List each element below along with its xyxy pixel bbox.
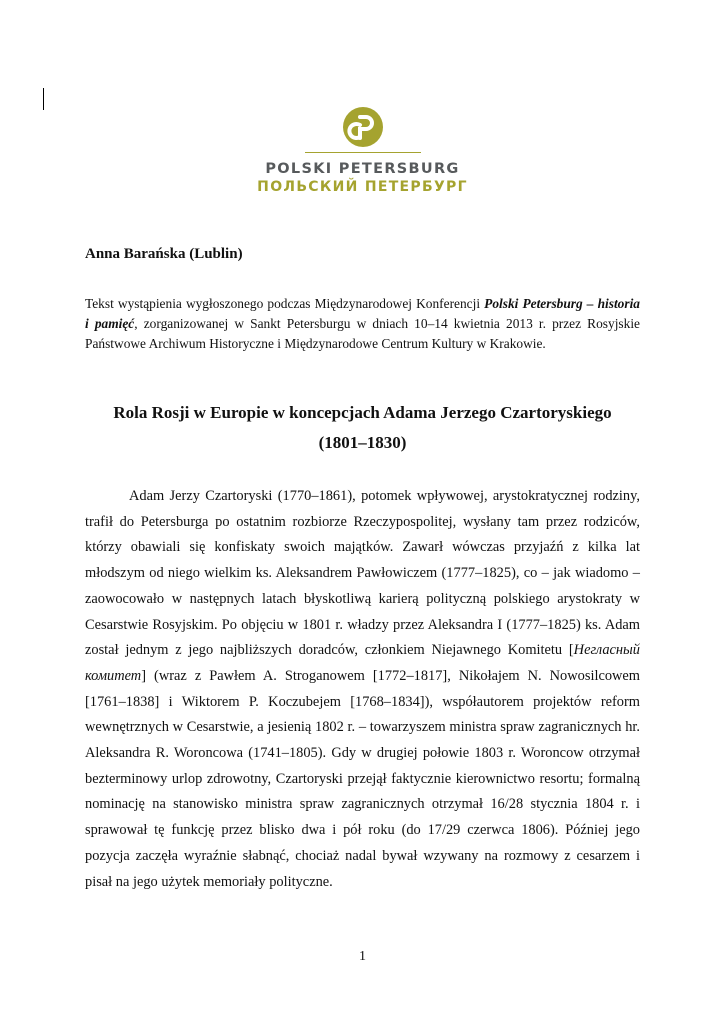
logo-divider bbox=[305, 152, 421, 153]
body-text-start: Adam Jerzy Czartoryski (1770–1861), potomek wpływowej, arystokratycznej rodziny, trafił do Petersburga po ostatnim rozbiorze Rzeczypospolitej, wysłany tam przez rodziców, którzy obawiali się konfiskaty swoich majątków. Zawarł wówczas przyjaźń z kilka lat młodszym od niego wielkim ks. Aleksandrem Pawłowiczem (1777–1825), co – jak wiadomo – zaowocowało w następnych latach błyskotliwą karierą polityczną polskiego arystokraty w Cesarstwie Rosyjskim. Po objęciu w 1801 r. władzy przez Aleksandra I (1777–1825) ks. Adam został jednym z jego najbliższych doradców, członkiem Niejawnego Komitetu [ bbox=[85, 488, 640, 659]
conference-name: Polski Petersburg – historia i pamięć bbox=[85, 296, 640, 331]
logo-name-polish: POLSKI PETERSBURG bbox=[265, 161, 460, 177]
intro-text-end: , zorganizowanej w Sankt Petersburgu w dniach 10–14 kwietnia 2013 r. przez Rosyjskie Państwowe Archiwum Historyczne i Międzynarodowe Centrum Kultury w Krakowie. bbox=[85, 316, 640, 351]
page-number: 1 bbox=[359, 949, 366, 964]
logo-name-russian: ПОЛЬСКИЙ ПЕТЕРБУРГ bbox=[257, 179, 468, 195]
title-line-2: (1801–1830) bbox=[318, 433, 407, 452]
title-line-1: Rola Rosji w Europie w koncepcjach Adama Jerzego Czartoryskiego bbox=[113, 403, 612, 422]
logo bbox=[0, 106, 725, 196]
intro-paragraph bbox=[85, 294, 640, 354]
author-line: Anna Barańska (Lublin) bbox=[85, 246, 243, 262]
article-title bbox=[85, 398, 640, 458]
intro-text-start: Tekst wystąpienia wygłoszonego podczas Międzynarodowej Konferencji bbox=[85, 296, 485, 311]
russian-term: Негласный комитет bbox=[85, 642, 640, 684]
body-text-end: ] (wraz z Pawłem A. Stroganowem [1772–1817], Nikołajem N. Nowosilcowem [1761–1838] i Wiktorem P. Koczubejem [1768–1834]), współautorem projektów reform wewnętrznych w Cesarstwie, a jesienią 1802 r. – towarzyszem ministra spraw zagranicznych hr. Aleksandra R. Woroncowa (1741–1805). Gdy w drugiej połowie 1803 r. Woroncow otrzymał bezterminowy urlop zdrowotny, Czartoryski przejął faktycznie kierownictwo resortu; formalną nominację na stanowisko ministra spraw zagranicznych otrzymał 16/28 stycznia 1804 r. i sprawował tę funkcję przez blisko dwa i pół roku (do 17/29 czerwca 1806). Później jego pozycja zaczęła wyraźnie słabnąć, chociaż nadal bywał wzywany na rozmowy z cesarzem i pisał na jego użytek memoriały polityczne. bbox=[85, 667, 640, 890]
polski-petersburg-emblem-icon bbox=[342, 106, 384, 148]
body-paragraph bbox=[85, 484, 640, 895]
